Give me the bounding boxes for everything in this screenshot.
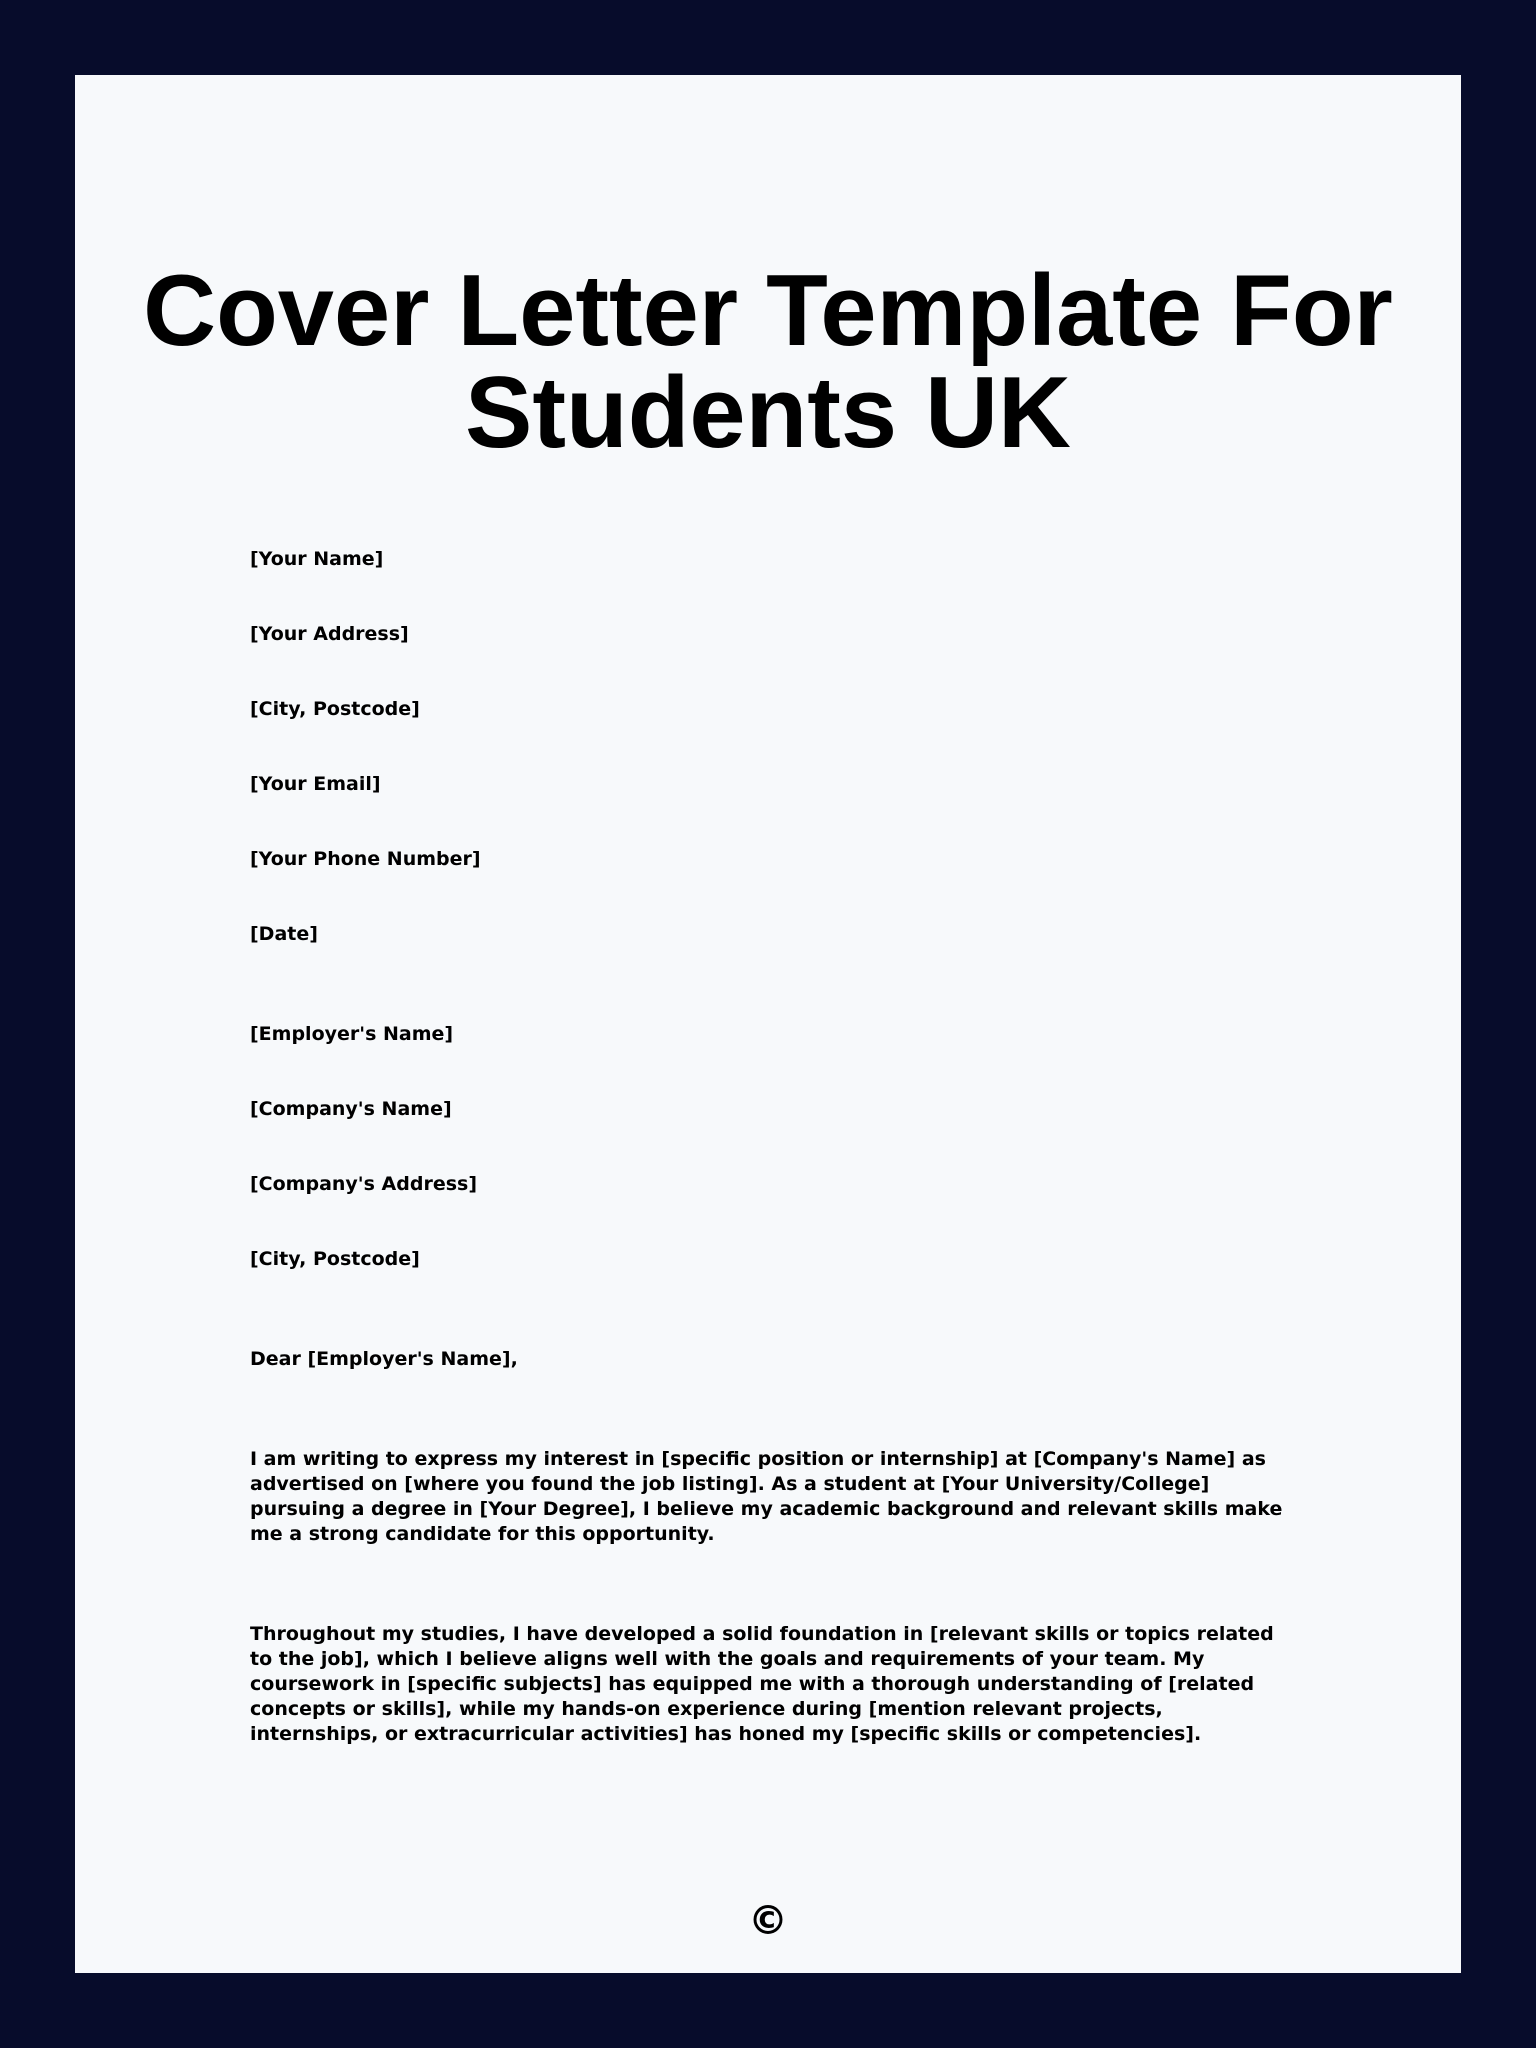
recipient-employer-name: [Employer's Name] [250, 1023, 454, 1045]
page-title: Cover Letter Template For Students UK [143, 255, 1393, 469]
document-page [75, 75, 1461, 1973]
sender-address: [Your Address] [250, 623, 409, 645]
paragraph-2: Throughout my studies, I have developed a solid foundation in [relevant skills or topics related to the job], which I believe aligns well with the goals and requirements of your team. My coursework in [specific subjects] has equipped me with a thorough understanding of [related concepts or skills], while my hands-on experience during [mention relevant projects, internships, or extracurricular activities] has honed my [specific skills or competencies]. [250, 1623, 1274, 1745]
paragraph-1: I am writing to express my interest in [specific position or internship] at [Company's Name] as advertised on [where you found the job listing]. As a student at [Your University/College] pursuing a degree in [Your Degree], I believe my academic background and relevant skills make me a strong candidate for this opportunity. [250, 1448, 1283, 1545]
sender-city-postcode: [City, Postcode] [250, 698, 420, 720]
sender-phone: [Your Phone Number] [250, 848, 481, 870]
recipient-city-postcode: [City, Postcode] [250, 1248, 420, 1270]
sender-name: [Your Name] [250, 548, 384, 570]
salutation: Dear [Employer's Name], [250, 1348, 518, 1370]
recipient-company-address: [Company's Address] [250, 1173, 478, 1195]
letter-date: [Date] [250, 923, 318, 945]
recipient-company-name: [Company's Name] [250, 1098, 452, 1120]
sender-email: [Your Email] [250, 773, 381, 795]
copyright-icon: © [748, 1898, 788, 1944]
